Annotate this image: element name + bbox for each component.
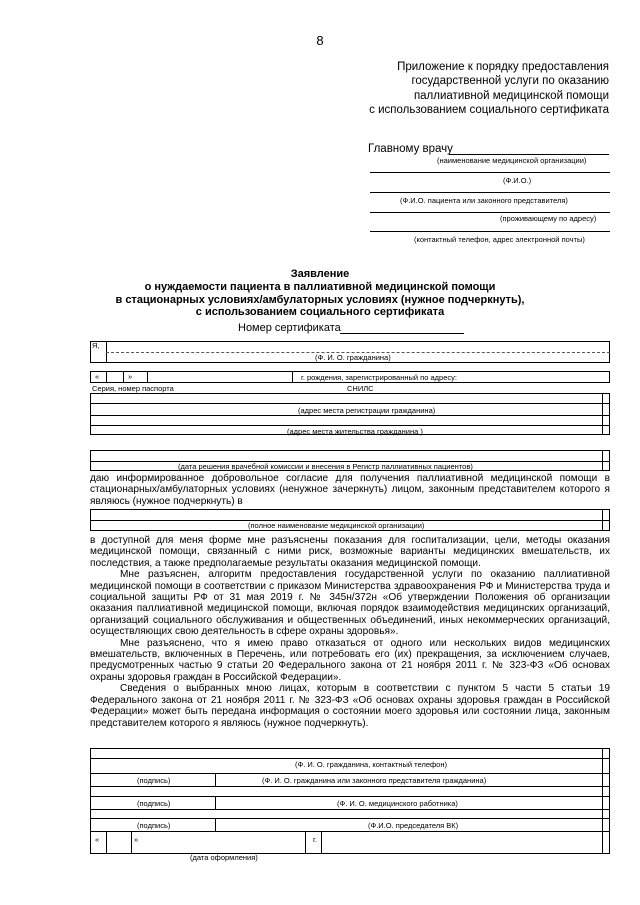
- passport-label: Серия, номер паспорта: [92, 384, 174, 393]
- appendix-line: паллиативной медицинской помощи: [413, 89, 609, 102]
- certificate-line[interactable]: [340, 322, 464, 334]
- born-caption: г. рождения, зарегистрированный по адресу:: [301, 373, 457, 382]
- divider: [215, 773, 216, 786]
- divider: [123, 371, 124, 383]
- divider: [305, 831, 306, 854]
- worker-caption: (Ф. И. О. медицинского работника): [337, 799, 458, 808]
- org-line: [449, 143, 609, 155]
- divider: [90, 809, 610, 810]
- fio-caption: (Ф. И. О. гражданина): [315, 353, 391, 362]
- contact-caption: (Ф. И. О. гражданина, контактный телефон): [295, 760, 447, 769]
- divider: [106, 831, 107, 854]
- i-label: Я,: [92, 341, 100, 350]
- date-quote-open: «: [95, 835, 100, 844]
- divider: [602, 748, 603, 854]
- patient-line: [370, 183, 610, 193]
- quote-close: »: [128, 372, 133, 381]
- year-suffix: г.: [313, 835, 317, 844]
- title-line: Заявление: [290, 268, 350, 280]
- contacts-caption: (контактный телефон, адрес электронной почты): [414, 235, 585, 244]
- divider: [90, 758, 610, 759]
- divider: [90, 818, 610, 819]
- divider: [321, 831, 322, 854]
- divider: [90, 415, 610, 416]
- divider: [90, 796, 610, 797]
- snils-label: СНИЛС: [347, 384, 374, 393]
- divider: [131, 831, 132, 854]
- org-full-caption: (полное наименование медицинской организации): [248, 521, 425, 530]
- date-caption: (дата оформления): [190, 853, 258, 862]
- explained-text: в доступной для меня форме мне разъяснены показания для госпитализации, цели, методы оказания медицинской помощи, связанный с ними риск, возможные варианты медицинских вмешательств, их последствия, а также предполагаемые результаты оказания медицинской помощи.: [90, 535, 610, 569]
- live-address-caption: (адрес места жительства гражданина ): [287, 427, 423, 436]
- commission-caption: (дата решения врачебной комиссии и внесения в Регистр паллиативных пациентов): [178, 462, 473, 471]
- consent-text: даю информированное добровольное согласие для получения паллиативной медицинской помощи в стационарных/амбулаторных условиях (ненужное зачеркнуть) лицом, законным представителем которого я являюсь (нужное подчеркнуть) в: [90, 473, 610, 507]
- patient-caption: (Ф.И.О. пациента или законного представителя): [400, 196, 568, 205]
- divider: [90, 425, 610, 426]
- contacts-line: [370, 222, 610, 232]
- quote-open: «: [95, 372, 100, 381]
- appendix-note: [289, 60, 609, 117]
- divider: [215, 818, 216, 831]
- reg-address-caption: (адрес места регистрации гражданина): [298, 406, 436, 415]
- divider: [106, 371, 107, 383]
- page-number: 8: [316, 33, 324, 48]
- appendix-line: Приложение к порядку предоставления: [397, 61, 609, 73]
- address-caption: (проживающему по адресу): [500, 214, 597, 223]
- divider: [147, 371, 148, 383]
- divider: [215, 796, 216, 809]
- date-quote-close: »: [134, 835, 139, 844]
- appendix-line: государственной услуги по оказанию: [411, 75, 609, 88]
- org-caption: (наименование медицинской организации): [437, 156, 587, 165]
- divider: [90, 773, 610, 774]
- certificate-label: Номер сертификата: [238, 322, 341, 334]
- address-line: [370, 203, 610, 213]
- addressee-label: Главному врачу: [368, 143, 453, 155]
- signature-caption: (подпись): [137, 799, 171, 808]
- fio-line: [370, 163, 610, 173]
- representative-caption: (Ф. И. О. гражданина или законного представителя гражданина): [262, 776, 487, 785]
- divider: [602, 393, 603, 435]
- divider: [90, 831, 610, 832]
- title-line: в стационарных условиях/амбулаторных условиях (нужное подчеркнуть),: [115, 293, 525, 306]
- refuse-text: Мне разъяснено, что я имею право отказаться от одного или нескольких видов медицинских вмешательств, включенных в Перечень, или потребовать его (их) прекращения, за исключением случаев, предусмотренных частью 9 статьи 20 Федерального закона от 21 ноября 2011 г. № 323-ФЗ «Об основах охраны здоровья граждан в Российской Федерации».: [90, 637, 610, 683]
- divider: [292, 371, 293, 383]
- document-title: [0, 268, 640, 319]
- persons-text: Сведения о выбранных мною лицах, которым в соответствии с пунктом 5 части 5 статьи 19 Федерального закона от 21 ноября 2011 г. № 323-ФЗ «Об основах охраны здоровья граждан в Российской Федерации» может быть передана информация о состоянии моего здоровья или состоянии лица, законным представителем которого я являюсь (нужное подчеркнуть).: [90, 683, 610, 729]
- algorithm-text: Мне разъяснен, алгоритм предоставления государственной услуги по оказанию паллиативной медицинской помощи в соответствии с приказом Министерства здравоохранения РФ и Министерства труда и социальной защиты РФ от 31 мая 2019 г. № 345н/372н «Об утверждении Положения об организации оказания паллиативной медицинской помощи, включая порядок взаимодействия медицинских организаций, организаций социального обслуживания и общественных объединений, иных некоммерческих организаций, осуществляющих свою деятельность в сфере охраны здоровья».: [90, 569, 610, 638]
- title-line: о нуждаемости пациента в паллиативной медицинской помощи: [144, 280, 496, 293]
- explanation-paragraphs: [90, 535, 610, 729]
- divider: [90, 786, 610, 787]
- fio-caption: (Ф.И.О.): [503, 176, 532, 185]
- signature-caption: (подпись): [137, 821, 171, 830]
- signature-caption: (подпись): [137, 776, 171, 785]
- title-line: с использованием социального сертификата: [195, 306, 445, 319]
- appendix-line: с использованием социального сертификата: [369, 103, 609, 116]
- vk-caption: (Ф.И.О. председателя ВК): [368, 821, 459, 830]
- consent-paragraph: [90, 473, 610, 507]
- divider: [90, 403, 610, 404]
